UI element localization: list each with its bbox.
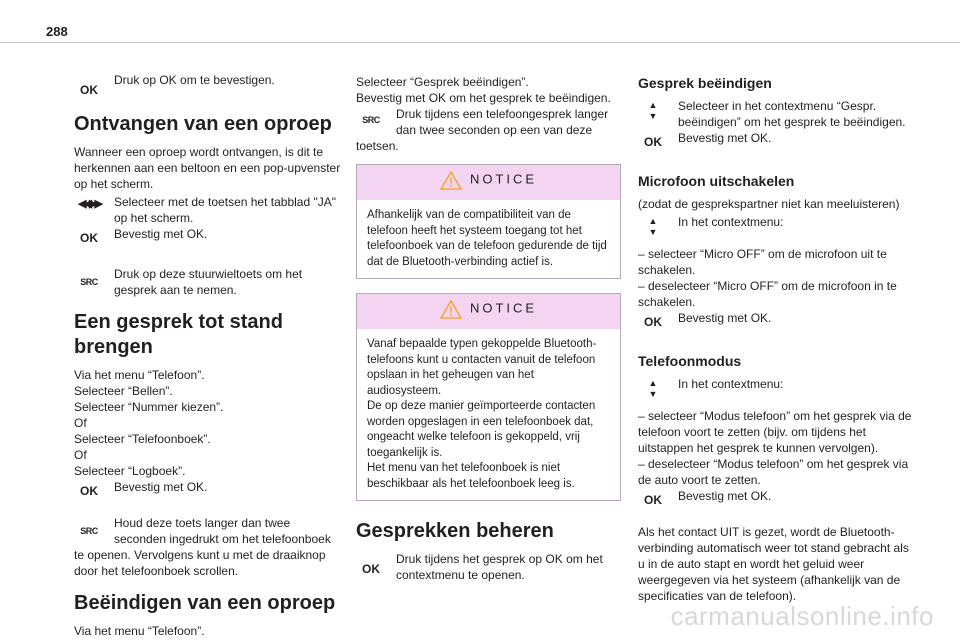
receive-call-intro: Wanneer een oproep wordt ontvangen, is dit te herkennen aan een beltoon en een pop-upvenster op het scherm. [74,145,341,191]
ok-confirm-1 [74,226,344,256]
make-call-step: Selecteer “Logboek”. [74,464,186,478]
notice-title: NOTICE [469,300,538,316]
arrows-instruction [74,194,344,226]
notice-box-contacts [356,293,621,501]
ok-confirm-5 [638,488,913,518]
updown-instruction-mute [638,214,913,244]
ok-button-icon: OK [80,83,98,97]
ok-button-icon: OK [80,231,98,245]
watermark: carmanualsonline.info [670,601,934,631]
make-call-step: Of [74,448,87,462]
up-down-arrows-icon [638,100,668,122]
page-number: 288 [46,24,68,39]
notice-paragraph: De op deze manier geïmporteerde contacten worden opgeslagen in een telefoonboek dat, ongeacht welke telefoon is gekoppeld, vrij toegankelijk is. [367,400,596,459]
section-title-manage-calls: Gesprekken beheren [356,520,554,542]
ok-instruction-text: Druk op OK om te bevestigen. [114,73,275,87]
mute-item: – selecteer “Micro OFF” om de microfoon uit te schakelen. [638,247,887,277]
down-arrow-icon: ▼ [648,111,658,121]
column-left [74,56,344,639]
column-middle [356,74,621,589]
ok-confirm-text: Bevestig met OK. [678,131,772,145]
ok-instruction-context [356,551,621,583]
updown-mute-text: In het contextmenu: [678,215,784,229]
ok-instruction [74,72,344,102]
src-instruction-end [356,106,621,154]
ok-button-icon: OK [644,135,662,149]
end-call-intro: Via het menu “Telefoon”. [74,624,205,638]
section-title-mute-mic: Microfoon uitschakelen [638,173,795,189]
notice-header [357,294,620,329]
warning-triangle-icon [440,300,462,319]
ok-confirm-text: Bevestig met OK. [114,227,208,241]
mode-item: – deselecteer “Modus telefoon” om het gesprek via de auto voort te zetten. [638,457,909,487]
make-call-step: Selecteer “Bellen”. [74,384,173,398]
warning-triangle-icon [440,171,462,190]
notice-header [357,165,620,200]
bluetooth-reconnect-note: Als het contact UIT is gezet, wordt de Bluetooth-verbinding automatisch weer tot stand gebracht als u in de auto stapt en wordt het geluid weer weergegeven via het systeem (afhankelijk van de specificaties van de telefoon). [638,525,909,603]
ok-context-text: Druk tijdens het gesprek op OK om het contextmenu te openen. [396,552,603,582]
src-instruction-phonebook [74,515,344,579]
up-down-arrows-icon [638,378,668,400]
arrows-instruction-text: Selecteer met de toetsen het tabblad "JA" op het scherm. [114,195,336,225]
src-steering-button-icon: SRC [80,526,98,536]
ok-confirm-2 [74,479,344,509]
make-call-step: Via het menu “Telefoon”. [74,368,205,382]
notice-body: Afhankelijk van de compatibiliteit van de telefoon heeft het systeem toegang tot het telefoonboek van de telefoon gedurende de tijd dat de Bluetooth-verbinding actief is. [367,209,607,268]
mode-item: – selecteer “Modus telefoon” om het gesprek via de telefoon voort te zetten (bijv. om tijdens het uitstappen het gesprek te kunnen vervolgen). [638,409,912,455]
top-divider [0,42,960,43]
src-instruction-answer [74,266,344,298]
updown-instruction-end [638,98,913,130]
end-call-select: Selecteer “Gesprek beëindigen”. [356,75,529,89]
up-arrow-icon: ▲ [648,216,658,226]
make-call-steps [74,367,344,479]
section-title-phone-mode: Telefoonmodus [638,353,742,369]
ok-confirm-text: Bevestig met OK. [678,489,772,503]
make-call-step: Selecteer “Nummer kiezen”. [74,400,224,414]
left-right-arrows-icon: ◀◀ ▶▶ [78,198,100,210]
updown-end-text: Selecteer in het contextmenu “Gespr. beëindigen” om het gesprek te beëindigen. [678,99,906,129]
column-right [638,64,913,604]
ok-button-icon: OK [80,484,98,498]
mute-intro: (zodat de gesprekspartner niet kan meeluisteren) [638,197,900,211]
notice-paragraph: Het menu van het telefoonboek is niet beschikbaar als het telefoonboek leeg is. [367,462,575,490]
notice-title: NOTICE [469,171,538,187]
section-title-end-call: Beëindigen van een oproep [74,592,336,614]
make-call-step: Selecteer “Telefoonboek”. [74,432,211,446]
src-end-text: Druk tijdens een telefoongesprek langer dan twee seconden op een van deze toetsen. [356,107,609,153]
src-steering-button-icon: SRC [362,115,380,125]
section-title-receive-call: Ontvangen van een oproep [74,113,332,135]
notice-box-phonebook-access [356,164,621,279]
ok-confirm-4 [638,310,913,340]
make-call-step: Of [74,416,87,430]
src-answer-text: Druk op deze stuurwieltoets om het gesprek aan te nemen. [114,267,303,297]
ok-confirm-text: Bevestig met OK. [114,480,208,494]
ok-button-icon: OK [362,562,380,576]
section-title-make-call: Een gesprek tot stand brengen [74,311,283,358]
up-down-arrows-icon [638,216,668,238]
src-phonebook-text: Houd deze toets langer dan twee seconden ingedrukt om het telefoonboek te openen. Vervolgens kunt u met de draaiknop door het telefoonboek scrollen. [74,516,331,578]
notice-body [357,329,620,500]
updown-instruction-mode [638,376,913,406]
ok-confirm-3 [638,130,913,160]
ok-button-icon: OK [644,493,662,507]
up-arrow-icon: ▲ [648,378,658,388]
up-arrow-icon: ▲ [648,100,658,110]
ok-button-icon: OK [644,315,662,329]
notice-paragraph: Vanaf bepaalde typen gekoppelde Bluetooth-telefoons kunt u contacten vanuit de telefoon opslaan in het geheugen van het audiosysteem. [367,338,597,397]
down-arrow-icon: ▼ [648,389,658,399]
section-title-end-conversation: Gesprek beëindigen [638,75,772,91]
ok-confirm-text: Bevestig met OK. [678,311,772,325]
end-call-confirm: Bevestig met OK om het gesprek te beëindigen. [356,91,611,105]
src-steering-button-icon: SRC [80,277,98,287]
down-arrow-icon: ▼ [648,227,658,237]
mute-item: – deselecteer “Micro OFF” om de microfoon in te schakelen. [638,279,897,309]
updown-mode-text: In het contextmenu: [678,377,784,391]
